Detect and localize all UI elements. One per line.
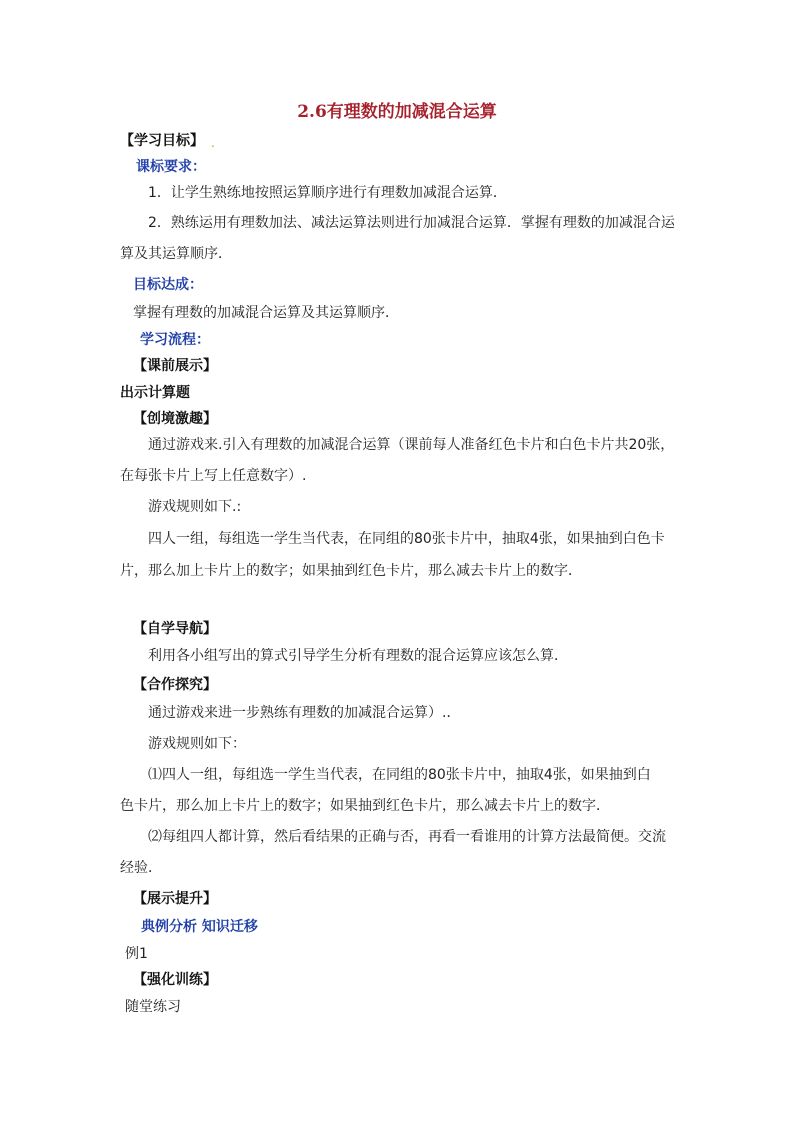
section-scenario: 【创境激趣】 (133, 411, 217, 427)
learning-flow-heading: 学习流程： (140, 332, 210, 348)
section-promotion: 【展示提升】 (133, 891, 217, 907)
example-1: 例1 (125, 946, 148, 962)
show-calculation: 出示计算题 (120, 385, 190, 401)
goal-text: 掌握有理数的加减混合运算及其运算顺序． (133, 305, 399, 321)
cooperation-item-1-line-1: ⑴四人一组，每组选一学生当代表，在同组的80张卡片中，抽取4张，如果抽到白 (148, 767, 651, 783)
curriculum-requirements-heading: 课标要求： (136, 159, 206, 175)
section-preview: 【课前展示】 (133, 358, 217, 374)
scenario-line-1: 通过游戏来.引入有理数的加减混合运算（课前每人准备红色卡片和白色卡片共20张， (148, 437, 675, 453)
cooperation-item-1-line-2: 色卡片，那么加上卡片上的数字；如果抽到红色卡片，那么减去卡片上的数字． (120, 798, 610, 814)
section-self-study: 【自学导航】 (133, 621, 217, 637)
game-rules-1-line-1: 四人一组，每组选一学生当代表，在同组的80张卡片中，抽取4张，如果抽到白色卡 (148, 531, 665, 547)
self-study-text: 利用各小组写出的算式引导学生分析有理数的混合运算应该怎么算． (148, 648, 568, 664)
page-title: 2.6有理数的加减混合运算 (297, 102, 497, 122)
cooperation-item-2-line-1: ⑵每组四人都计算，然后看结果的正确与否，再看一看谁用的计算方法最简便。交流 (148, 829, 666, 845)
section-cooperation: 【合作探究】 (133, 677, 217, 693)
stray-mark: . (211, 136, 215, 150)
goal-achievement-heading: 目标达成： (133, 277, 203, 293)
requirement-1: 1．让学生熟练地按照运算顺序进行有理数加减混合运算． (148, 185, 507, 201)
practice-text: 随堂练习 (125, 999, 181, 1015)
example-analysis-heading: 典例分析 知识迁移 (141, 919, 258, 935)
game-rules-1-heading: 游戏规则如下.: (148, 499, 242, 515)
game-rules-1-line-2: 片，那么加上卡片上的数字；如果抽到红色卡片，那么减去卡片上的数字． (120, 563, 582, 579)
requirement-2-line-1: 2．熟练运用有理数加法、减法运算法则进行加减混合运算．掌握有理数的加减混合运 (148, 215, 675, 231)
cooperation-item-2-line-2: 经验． (120, 860, 162, 876)
section-objectives: 【学习目标】 (120, 133, 204, 149)
scenario-line-2: 在每张卡片上写上任意数字）. (120, 468, 307, 484)
section-training: 【强化训练】 (133, 972, 217, 988)
game-rules-2-heading: 游戏规则如下： (148, 736, 246, 752)
cooperation-text: 通过游戏来进一步熟练有理数的加减混合运算）.． (148, 705, 461, 721)
requirement-2-line-2: 算及其运算顺序． (120, 246, 232, 262)
